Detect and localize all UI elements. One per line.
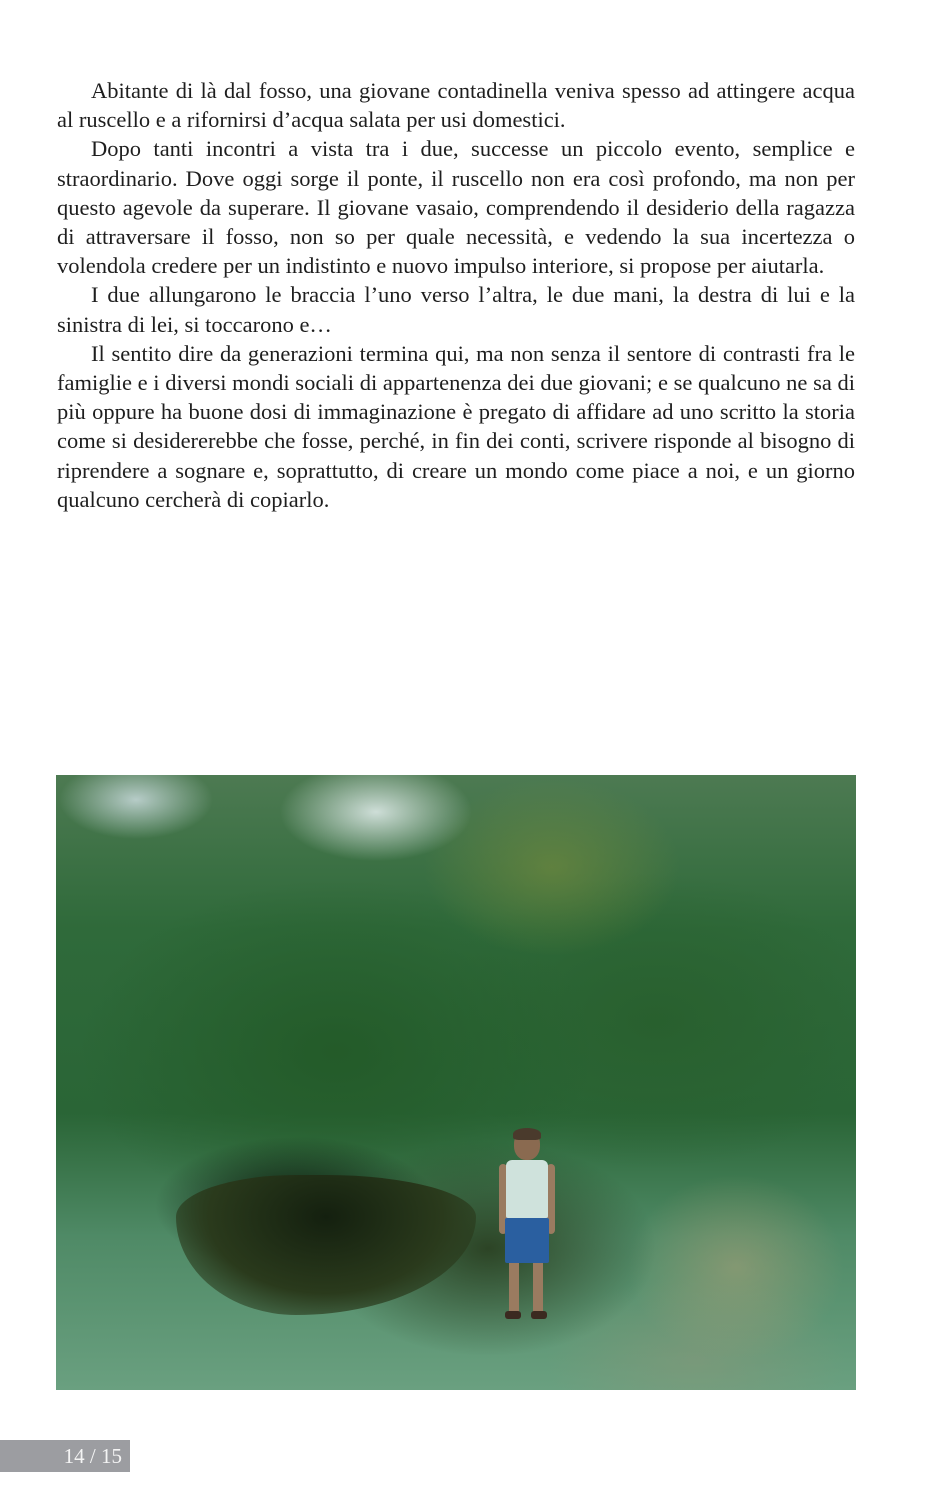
paragraph-4: Il sentito dire da generazioni termina qui, ma non senza il sentore di contrasti fra le famiglie e i diversi mondi sociali di appartenenza dei due giovani; e se qualcuno ne sa di più oppure ha buone dosi di immaginazione è pregato di affidare ad uno scritto la storia come si desidererebbe che fosse, perché, in fin dei conti, scrivere risponde al bisogno di riprendere a sognare e, soprattutto, di creare un mondo come piace a noi, e un giorno qualcuno cercherà di copiarlo. bbox=[57, 340, 855, 512]
body-text bbox=[57, 76, 855, 514]
child-figure bbox=[496, 1130, 556, 1330]
page-indicator: 14 / 15 bbox=[0, 1440, 130, 1472]
paragraph-2: Dopo tanti incontri a vista tra i due, successe un piccolo evento, semplice e straordinario. Dove oggi sorge il ponte, il ruscello non era così profondo, ma non per questo agevole da superare. Il giovane vasaio, comprendendo il desiderio della ragazza di attraversare il fosso, non so per quale necessità, e vedendo la sua incertezza o volendola credere per un indistinto e nuovo impulso interiore, si propose per aiutarla. bbox=[57, 136, 855, 279]
stream-photo bbox=[56, 775, 856, 1390]
paragraph-3: I due allungarono le braccia l’uno verso l’altra, le due mani, la destra di lui e la sinistra di lei, si toccarono e… bbox=[57, 282, 855, 337]
stream-water bbox=[176, 1175, 476, 1315]
paragraph-1: Abitante di là dal fosso, una giovane contadinella veniva spesso ad attingere acqua al ruscello e a rifornirsi d’acqua salata per usi domestici. bbox=[57, 78, 855, 133]
